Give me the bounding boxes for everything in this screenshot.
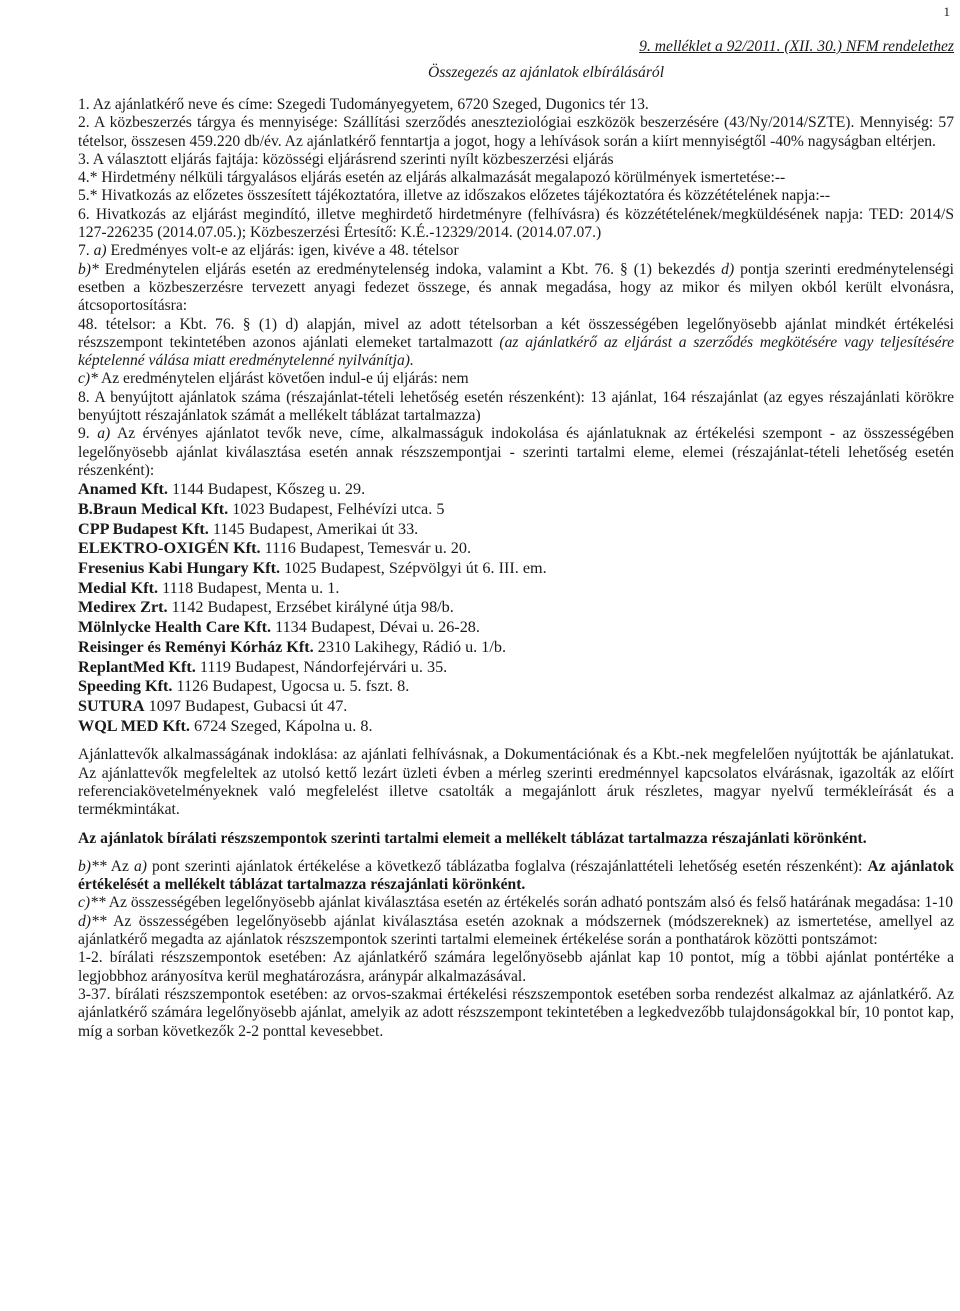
bidder-entry bbox=[78, 717, 954, 737]
item-7b-48-italic: (az ajánlatkérő az eljárást a szerződés megkötésére vagy teljesítésére képtelenné válása miatt eredménytelenné nyilvánítja). bbox=[78, 333, 954, 370]
item-2: 2. A közbeszerzés tárgya és mennyisége: Szállítási szerződés aneszteziológiai eszközök beszerzésére (43/Ny/2014/SZTE). Mennyiség: 57 tételsor, összesen 459.220 db/év. Az ajánlatkérő fenntartja a jogot, hogy a lehívások során a kiírt mennyiségtől -40% nagyságban eltérjen. bbox=[78, 114, 954, 150]
bidder-entry bbox=[78, 579, 954, 599]
suitability-paragraph: Ajánlattevők alkalmasságának indoklása: az ajánlati felhívásnak, a Dokumentációnak és a Kbt.-nek megfelelően nyújtották be ajánlatukat. Az ajánlattevők megfeleltek az utolsó kettő lezárt üzleti évben a mérleg szerinti eredménnyel kapcsolatos elvárásnak, igazolták az előírt referenciakövetelményeknek való megfelelést illetve csatolták a megajánlott áruk részletes, magyar nyelvű termékleírását és a termékmintákat. bbox=[78, 746, 954, 819]
scoring-method-1: 1-2. bírálati részszempontok esetében: Az ajánlatkérő számára legelőnyösebb ajánlat kap 10 pontot, míg a többi ajánlat pontértéke a legjobbhoz arányosítva kerül meghatározásra, aránypár alkalmazásával. bbox=[78, 949, 954, 985]
bidder-name: CPP Budapest Kft. bbox=[78, 519, 209, 538]
bidder-name: Speeding Kft. bbox=[78, 677, 173, 696]
bidder-entry bbox=[78, 638, 954, 658]
item-8: 8. A benyújtott ajánlatok száma (részajánlat-tételi lehetőség esetén részenként): 13 ajánlat, 164 részajánlat (az egyes részajánlati körökre benyújtott részajánlatok számát a mellékelt táblázat tartalmazza) bbox=[78, 388, 954, 425]
bidder-name: Mölnlycke Health Care Kft. bbox=[78, 618, 272, 637]
bidder-entry bbox=[78, 598, 954, 618]
item-7a bbox=[78, 242, 954, 260]
bidder-address: 1126 Budapest, Ugocsa u. 5. fszt. 8. bbox=[172, 677, 410, 696]
item-7a-label: a) bbox=[93, 242, 107, 260]
bidder-entry bbox=[78, 658, 954, 678]
item-7b bbox=[78, 261, 954, 316]
bidder-entry bbox=[78, 539, 954, 559]
item-c2-text: Az összességében legelőnyösebb ajánlat kiválasztása esetén az értékelés során adható pontszám alsó és felső határának megadása: 1-10 bbox=[108, 894, 954, 912]
item-9a bbox=[78, 425, 954, 480]
item-5: 5.* Hivatkozás az előzetes összesített tájékoztatóra, illetve az időszakos előzetes tájékoztatóra és közzétételének napja:-- bbox=[78, 187, 831, 205]
item-7b-text: Eredménytelen eljárás esetén az eredménytelenség indoka, valamint a Kbt. 76. § (1) bekezdés bbox=[104, 260, 716, 278]
item-d2 bbox=[78, 913, 954, 950]
bidder-entry bbox=[78, 677, 954, 697]
item-7b-48 bbox=[78, 316, 954, 371]
bidder-list bbox=[78, 480, 954, 736]
item-1: 1. Az ajánlatkérő neve és címe: Szegedi Tudományegyetem, 6720 Szeged, Dugonics tér 13. bbox=[78, 96, 649, 113]
bidder-address: 2310 Lakihegy, Rádió u. 1/b. bbox=[313, 637, 507, 656]
item-b2-label: b)** bbox=[78, 857, 107, 875]
item-b2-pre: Az bbox=[110, 857, 129, 875]
page-number: 1 bbox=[943, 4, 950, 19]
bidder-address: 6724 Szeged, Kápolna u. 8. bbox=[189, 716, 373, 735]
bidder-address: 1116 Budapest, Temesvár u. 20. bbox=[260, 539, 472, 558]
bidder-name: WQL MED Kft. bbox=[78, 716, 190, 735]
item-7c bbox=[78, 370, 954, 388]
bidder-address: 1145 Budapest, Amerikai út 33. bbox=[208, 519, 419, 538]
bidder-name: ReplantMed Kft. bbox=[78, 657, 196, 676]
item-d2-label: d)** bbox=[78, 912, 107, 930]
bidder-name: Medirex Zrt. bbox=[78, 598, 168, 617]
scoring-method-2: 3-37. bírálati részszempontok esetében: az orvos-szakmai értékelési részszempontok esetében sorba rendezést alkalmaz az ajánlatkérő. Az ajánlatkérő számára legelőnyösebb ajánlat, amelyik az adott részszempont tekintetében a legkedvezőbb tulajdonságokkal bír, 10 pontot kap, míg a sorban következők 2-2 ponttal kevesebbet. bbox=[78, 985, 954, 1040]
item-7-number: 7. bbox=[78, 242, 90, 260]
item-7c-text: Az eredménytelen eljárást követően indul-e új eljárás: nem bbox=[100, 370, 469, 388]
bold-heading: Az ajánlatok bírálati részszempontok szerinti tartalmi elemeit a mellékelt táblázat tartalmazza részajánlati körönként. bbox=[78, 829, 867, 847]
document-title: Összegezés az ajánlatok elbírálásáról bbox=[427, 64, 665, 81]
bidder-name: Reisinger és Reményi Kórház Kft. bbox=[78, 637, 314, 656]
item-9a-label: a) bbox=[97, 425, 111, 443]
item-7c-label: c)* bbox=[78, 370, 98, 388]
bidder-address: 1023 Budapest, Felhévízi utca. 5 bbox=[228, 499, 445, 518]
item-4: 4.* Hirdetmény nélküli tárgyalásos eljárás esetén az eljárás alkalmazását megalapozó körülmények ismertetése:-- bbox=[78, 169, 786, 187]
item-3: 3. A választott eljárás fajtája: közösségi eljárásrend szerinti nyílt közbeszerzési eljárás bbox=[78, 150, 614, 168]
item-7b-d: d) bbox=[721, 260, 735, 278]
bidder-address: 1144 Budapest, Kőszeg u. 29. bbox=[167, 480, 366, 499]
bidder-address: 1097 Budapest, Gubacsi út 47. bbox=[144, 696, 348, 715]
bidder-entry bbox=[78, 559, 954, 579]
bidder-address: 1142 Budapest, Erzsébet királyné útja 98/b. bbox=[167, 598, 454, 617]
bidder-entry bbox=[78, 500, 954, 520]
bidder-name: Fresenius Kabi Hungary Kft. bbox=[78, 559, 281, 578]
item-b2-text: pont szerinti ajánlatok értékelése a következő táblázatba foglalva (részajánlattételi lehetőség esetén részenként): bbox=[151, 857, 863, 875]
bidder-entry bbox=[78, 480, 954, 500]
item-7b-48-text: 48. tételsor: a Kbt. 76. § (1) d) alapján, mivel az adott tételsorban a két összességében legelőnyösebb ajánlat mindkét értékelési részszempont tekintetében azonos ajánlati elemeket tartalmazott bbox=[78, 315, 954, 351]
item-c2 bbox=[78, 894, 954, 912]
item-b2-a: a) bbox=[133, 857, 147, 875]
item-b2 bbox=[78, 858, 954, 895]
bidder-entry bbox=[78, 520, 954, 540]
item-d2-text: Az összességében legelőnyösebb ajánlat kiválasztása esetén azoknak a módszernek (módszereknek) az ismertetése, amellyel az ajánlatkérő megadta az ajánlatok részszempontok szerinti tartalmi elemeinek értékelése során a ponthatárok közötti pontszámot: bbox=[78, 912, 954, 949]
item-7b-text2: pontja szerinti eredménytelenségi esetben a közbeszerzésre tervezett anyagi fedezet összege, és annak megadása, hogy az mikor és milyen okból került elvonásra, átcsoportosításra: bbox=[78, 260, 954, 315]
item-6: 6. Hivatkozás az eljárást megindító, illetve meghirdető hirdetményre (felhívásra) és közzétételének/megküldésének napja: TED: 2014/S 127-226235 (2014.07.05.); Közbeszerzési Értesítő: K.É.-12329/2014. (2014.07.07.) bbox=[78, 205, 954, 242]
bidder-name: ELEKTRO-OXIGÉN Kft. bbox=[78, 539, 261, 558]
item-7b-label: b)* bbox=[78, 260, 99, 278]
document-body bbox=[78, 96, 954, 1041]
bidder-entry bbox=[78, 618, 954, 638]
bidder-name: B.Braun Medical Kft. bbox=[78, 499, 229, 518]
bidder-address: 1025 Budapest, Szépvölgyi út 6. III. em. bbox=[280, 559, 547, 578]
item-7a-text: Eredményes volt-e az eljárás: igen, kivéve a 48. tételsor bbox=[110, 242, 459, 260]
bidder-name: Anamed Kft. bbox=[78, 480, 168, 499]
bidder-address: 1118 Budapest, Menta u. 1. bbox=[158, 578, 340, 597]
item-9a-text: Az érvényes ajánlatot tevők neve, címe, alkalmasságuk indokolása és ajánlatuknak az értékelési szempont - az összességében legelőnyösebb ajánlat kiválasztása esetén annak részszempontjai - szerinti tartalmi eleme, elemei (részajánlat-tételi lehetőség esetén részenként): bbox=[78, 425, 954, 479]
item-9-number: 9. bbox=[78, 425, 90, 443]
annex-reference: 9. melléklet a 92/2011. (XII. 30.) NFM rendelethez bbox=[639, 38, 954, 55]
bidder-name: Medial Kft. bbox=[78, 578, 159, 597]
bidder-address: 1119 Budapest, Nándorfejérvári u. 35. bbox=[195, 657, 448, 676]
item-b2-bold: Az ajánlatok értékelését a mellékelt táblázat tartalmazza részajánlati körönként. bbox=[78, 857, 954, 894]
bidder-name: SUTURA bbox=[78, 696, 145, 715]
item-c2-label: c)** bbox=[78, 894, 106, 912]
bidder-address: 1134 Budapest, Dévai u. 26-28. bbox=[271, 618, 480, 637]
bidder-entry bbox=[78, 697, 954, 717]
